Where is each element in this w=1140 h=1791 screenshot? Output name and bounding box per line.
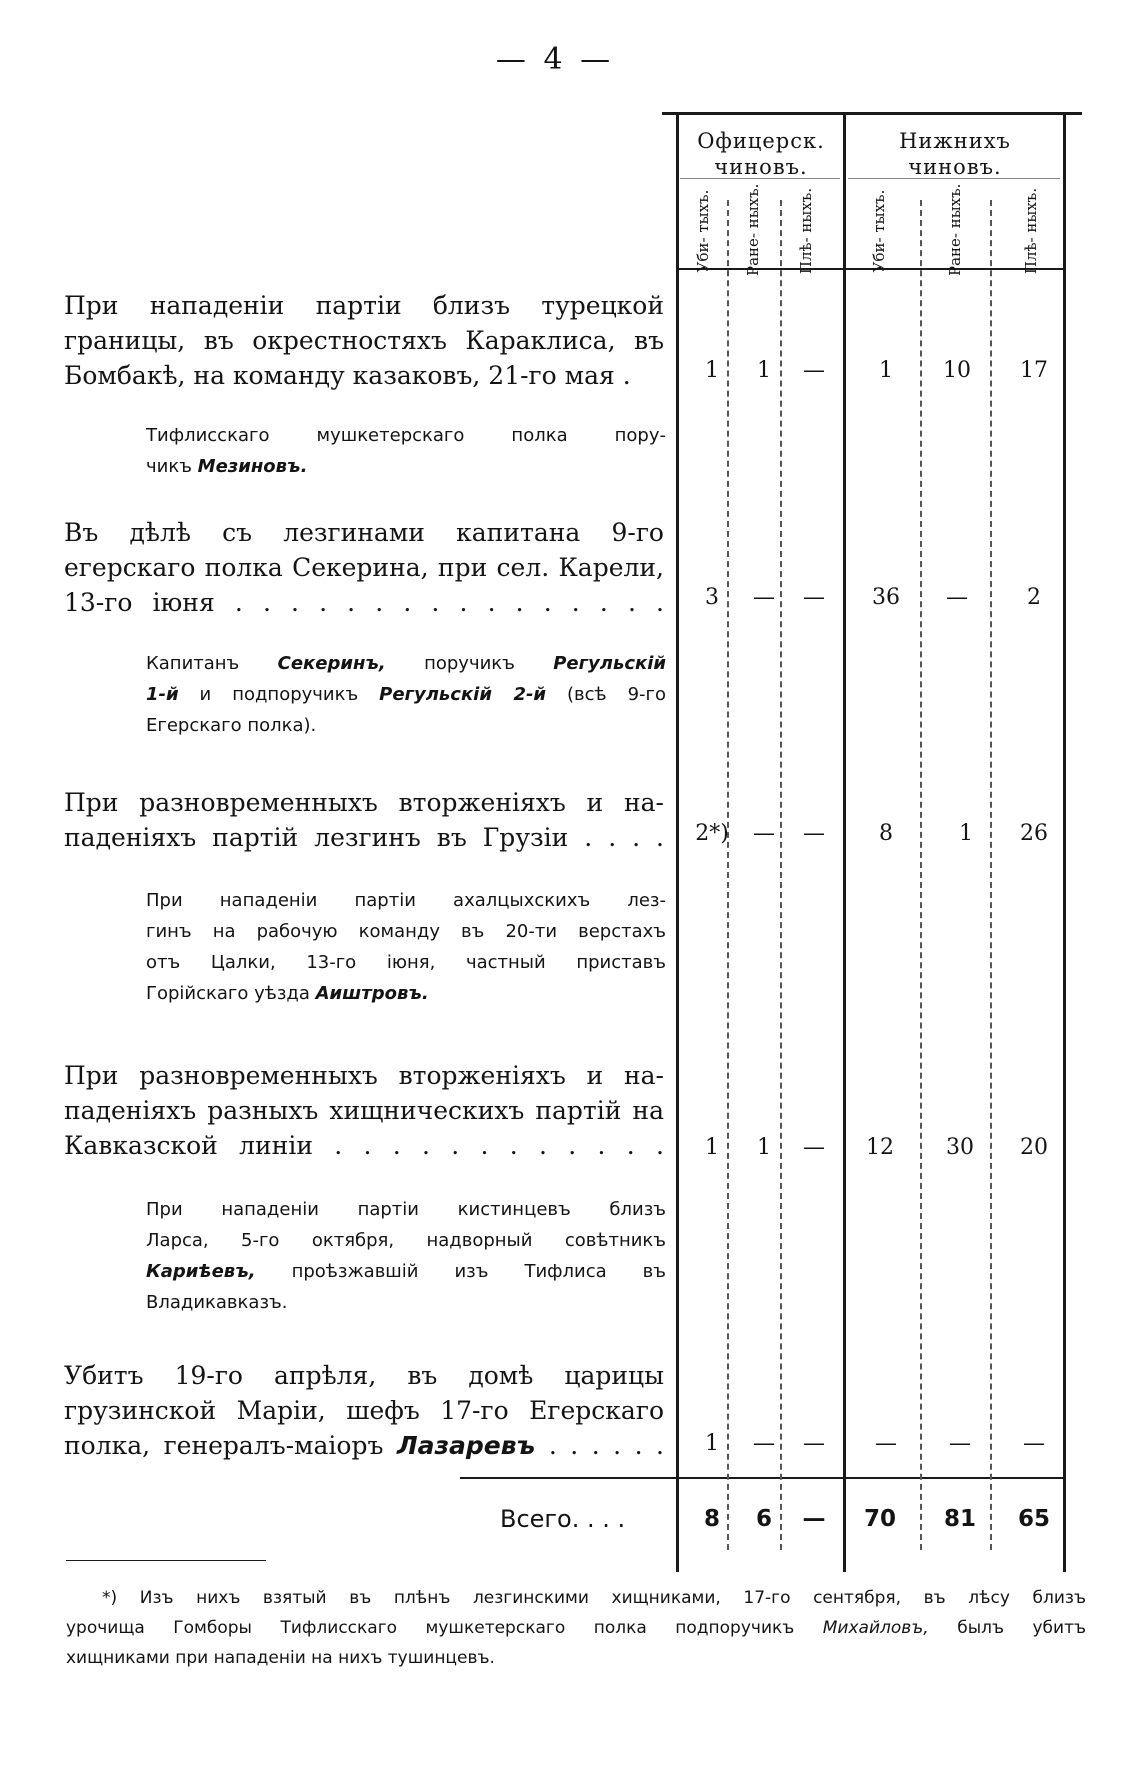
note-text: поручикъ	[385, 653, 554, 674]
table-left-rule	[676, 112, 679, 1572]
entry-4-lower-captured: 20	[1020, 1135, 1048, 1160]
entry-5-lower-captured: —	[1023, 1431, 1045, 1456]
footnote-rule	[66, 1560, 266, 1561]
header-lower-ranks: Нижнихъ чиновъ.	[899, 129, 1011, 179]
col-separator	[990, 200, 992, 1550]
note-line: Ларса, 5-го октября, надворный совѣтникъ	[146, 1230, 666, 1251]
entry-line	[64, 1428, 664, 1463]
entry-2-lower-killed: 36	[872, 585, 900, 610]
entry-line: 13-го iюня . . . . . . . . . . . . . . . .	[64, 588, 664, 617]
note-line: Егерскаго полка).	[146, 715, 317, 736]
header-officers: Офицерск. чиновъ.	[697, 129, 825, 179]
entry-2-officers-wounded: —	[753, 585, 775, 610]
footnote-line: хищниками при нападенiи на нихъ тушинцевъ.	[66, 1648, 495, 1668]
entry-1-lower-wounded: 10	[943, 358, 971, 383]
note-text: проѣзжавшiй изъ Тифлиса въ	[255, 1261, 666, 1282]
subheader-officers-wounded: Ране- ныхъ.	[744, 183, 762, 276]
leader-dots: . . . . . .	[535, 1431, 664, 1460]
entry-5-officers-captured: —	[803, 1431, 825, 1456]
subheader-lower-killed: Уби- тыхъ.	[870, 189, 888, 273]
entry-2-lower-wounded: —	[946, 585, 968, 610]
footnote-text: урочища Гомборы Тифлисскаго мушкетерскаго полка подпоручикъ	[66, 1618, 823, 1638]
subheader-lower-captured: Плѣ- ныхъ.	[1022, 187, 1040, 275]
total-officers-captured: —	[802, 1506, 826, 1532]
total-lower-captured: 65	[1017, 1506, 1050, 1532]
note-text: Капитанъ	[146, 653, 278, 674]
person-name: Регульскiй	[553, 653, 667, 674]
entry-line: Въ дѣлѣ съ лезгинами капитана 9-го	[64, 518, 664, 547]
entry-2-lower-captured: 2	[1027, 585, 1041, 610]
person-name: Мезиновъ.	[197, 456, 308, 477]
total-lower-killed: 70	[863, 1506, 896, 1532]
entry-4-officers-killed: 1	[705, 1135, 719, 1160]
note-text: чикъ	[146, 456, 198, 477]
entry-5-lower-wounded: —	[949, 1431, 971, 1456]
entry-line: Убитъ 19-го апрѣля, въ домѣ царицы	[64, 1361, 664, 1390]
entry-4-lower-killed: 12	[866, 1135, 894, 1160]
entry-4-note	[146, 1194, 666, 1318]
note-line: гинъ на рабочую команду въ 20-ти верстахъ	[146, 921, 666, 942]
entry-1-lower-captured: 17	[1020, 358, 1048, 383]
person-name: Аиштровъ.	[315, 983, 429, 1004]
note-line: отъ Цалки, 13-го iюня, частный приставъ	[146, 952, 666, 973]
note-line: Владикавказъ.	[146, 1292, 288, 1313]
person-name: Лазаревъ	[396, 1431, 536, 1460]
person-name: Регульскiй 2-й	[379, 684, 547, 705]
note-line: Тифлисскаго мушкетерскаго полка пору-	[146, 425, 666, 446]
col-separator	[780, 200, 782, 1550]
note-line	[146, 679, 666, 710]
subheader-officers-captured: Плѣ- ныхъ.	[797, 187, 815, 275]
entry-3-lower-wounded: 1	[959, 821, 973, 846]
note-text: Горiйскаго уѣзда	[146, 983, 316, 1004]
entry-line: границы, въ окрестностяхъ Караклиса, въ	[64, 326, 664, 355]
entry-3-officers-killed: 2*)	[695, 821, 729, 846]
total-top-rule	[460, 1477, 1066, 1479]
entry-text: полка, генералъ-маiоръ	[64, 1431, 397, 1460]
entry-line: При разновременныхъ вторженiяхъ и на-	[64, 1061, 664, 1090]
person-name: 1-й	[146, 684, 179, 705]
entry-4-text	[64, 1058, 664, 1163]
entry-4-officers-wounded: 1	[757, 1135, 771, 1160]
entry-2-text	[64, 515, 664, 620]
entry-line: егерскаго полка Секерина, при сел. Карели,	[64, 553, 664, 582]
entry-line: При разновременныхъ вторженiяхъ и на-	[64, 788, 664, 817]
entry-1-lower-killed: 1	[879, 358, 893, 383]
entry-5-lower-killed: —	[875, 1431, 897, 1456]
entry-3-officers-wounded: —	[753, 821, 775, 846]
entry-line: Бомбакѣ, на команду казаковъ, 21-го мая .	[64, 361, 631, 390]
entry-line: Кавказской линiи . . . . . . . . . . . .	[64, 1131, 664, 1160]
entry-line: При нападенiи партiи близъ турецкой	[64, 291, 664, 320]
col-separator	[920, 200, 922, 1550]
entry-1-officers-wounded: 1	[757, 358, 771, 383]
entry-line: паденiяхъ разныхъ хищническихъ партiй на	[64, 1096, 664, 1125]
page-number: — 4 —	[495, 42, 615, 77]
table-top-rule	[662, 112, 1082, 115]
entry-1-note	[146, 420, 666, 482]
total-officers-killed: 8	[703, 1506, 720, 1532]
note-line: При нападенiи партiи кистинцевъ близъ	[146, 1199, 666, 1220]
entry-1-officers-killed: 1	[705, 358, 719, 383]
person-name: Кариѣевъ,	[146, 1261, 256, 1282]
subheader-officers-killed: Уби- тыхъ.	[694, 189, 712, 273]
entry-2-officers-captured: —	[803, 585, 825, 610]
note-text: (всѣ 9-го	[546, 684, 667, 705]
footnote	[66, 1583, 1086, 1673]
footnote-line	[66, 1613, 1086, 1643]
entry-1-officers-captured: —	[803, 358, 825, 383]
entry-3-text	[64, 785, 664, 855]
subheader-lower-wounded: Ране- ныхъ.	[946, 183, 964, 276]
entry-1-text	[64, 288, 664, 393]
total-label: Всего. . . .	[500, 1505, 626, 1533]
footnote-line	[66, 1583, 1086, 1613]
person-name: Секеринъ,	[277, 653, 386, 674]
person-name: Михайловъ,	[822, 1618, 929, 1638]
footnote-marker: *)	[102, 1588, 118, 1608]
entry-4-lower-wounded: 30	[946, 1135, 974, 1160]
entry-2-note	[146, 648, 666, 741]
table-right-rule	[1063, 112, 1066, 1572]
entry-5-officers-wounded: —	[753, 1431, 775, 1456]
note-line	[146, 451, 666, 482]
entry-3-officers-captured: —	[803, 821, 825, 846]
col-separator	[727, 200, 729, 1550]
entry-3-lower-killed: 8	[879, 821, 893, 846]
note-line: При нападенiи партiи ахалцыхскихъ лез-	[146, 890, 666, 911]
footnote-text: Изъ нихъ взятый въ плѣнъ лезгинскими хищниками, 17-го сентября, въ лѣсу близъ	[117, 1588, 1086, 1608]
entry-5-officers-killed: 1	[705, 1431, 719, 1456]
table-mid-rule	[843, 112, 846, 1572]
entry-5-text	[64, 1358, 664, 1463]
total-lower-wounded: 81	[943, 1506, 976, 1532]
note-line	[146, 1256, 666, 1287]
total-officers-wounded: 6	[755, 1506, 772, 1532]
note-text: и подпоручикъ	[178, 684, 380, 705]
footnote-text: былъ убитъ	[928, 1618, 1086, 1638]
entry-4-officers-captured: —	[803, 1135, 825, 1160]
entry-2-officers-killed: 3	[705, 585, 719, 610]
note-line	[146, 648, 666, 679]
entry-line: паденiяхъ партiй лезгинъ въ Грузiи . . . .	[64, 823, 664, 852]
note-line	[146, 978, 666, 1009]
entry-line: грузинской Марiи, шефъ 17-го Егерскаго	[64, 1396, 664, 1425]
entry-3-lower-captured: 26	[1020, 821, 1048, 846]
entry-3-note	[146, 885, 666, 1009]
